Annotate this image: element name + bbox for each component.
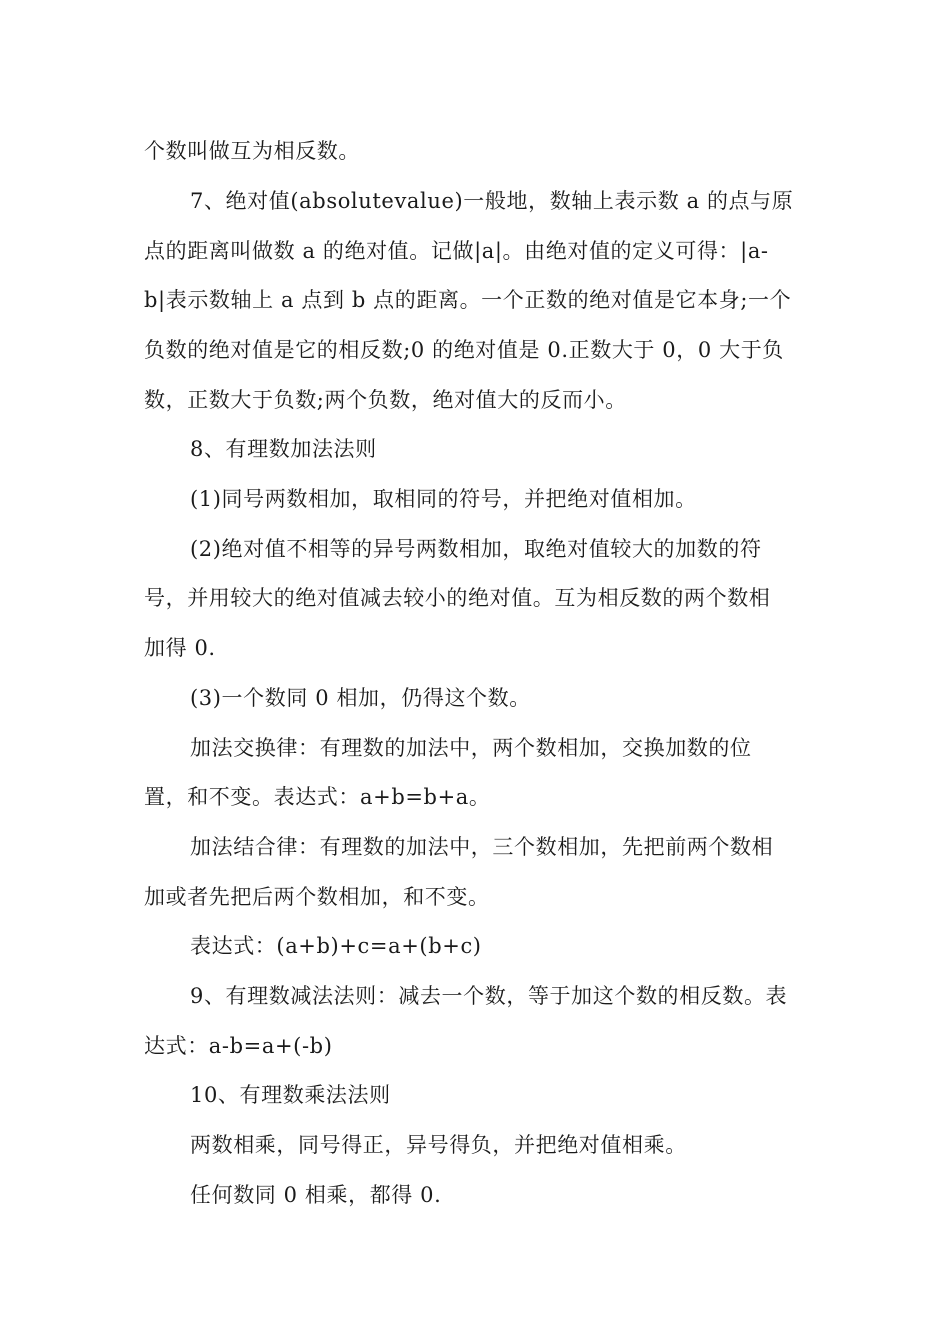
text-line: 点的距离叫做数 a 的绝对值。记做|a|。由绝对值的定义可得：|a- [144, 239, 769, 263]
text-line: 号，并用较大的绝对值减去较小的绝对值。互为相反数的两个数相 [144, 586, 771, 610]
text-line: 表达式：(a+b)+c=a+(b+c) [190, 934, 482, 958]
text-line: (2)绝对值不相等的异号两数相加，取绝对值较大的加数的符 [190, 537, 762, 561]
text-line: 9、有理数减法法则：减去一个数，等于加这个数的相反数。表 [190, 984, 788, 1008]
text-line: (1)同号两数相加，取相同的符号，并把绝对值相加。 [190, 487, 697, 511]
text-line: 个数叫做互为相反数。 [144, 139, 360, 163]
text-line: 两数相乘，同号得正，异号得负，并把绝对值相乘。 [190, 1133, 687, 1157]
text-line: (3)一个数同 0 相加，仍得这个数。 [190, 686, 531, 710]
text-line: 10、有理数乘法法则 [190, 1083, 391, 1107]
text-line: 任何数同 0 相乘，都得 0. [190, 1183, 442, 1207]
text-line: 置，和不变。表达式：a+b=b+a。 [144, 785, 491, 809]
text-line: b|表示数轴上 a 点到 b 点的距离。一个正数的绝对值是它本身;一个 [144, 288, 792, 312]
text-line: 负数的绝对值是它的相反数;0 的绝对值是 0.正数大于 0，0 大于负 [144, 338, 784, 362]
text-line: 7、绝对值(absolutevalue)一般地，数轴上表示数 a 的点与原 [190, 189, 794, 213]
text-line: 达式：a-b=a+(-b) [144, 1034, 333, 1058]
text-line: 加法结合律：有理数的加法中，三个数相加，先把前两个数相 [190, 835, 774, 859]
text-line: 加法交换律：有理数的加法中，两个数相加，交换加数的位 [190, 736, 752, 760]
text-line: 8、有理数加法法则 [190, 437, 377, 461]
text-line: 加或者先把后两个数相加，和不变。 [144, 885, 490, 909]
text-line: 加得 0. [144, 636, 216, 660]
text-line: 数，正数大于负数;两个负数，绝对值大的反而小。 [144, 388, 627, 412]
